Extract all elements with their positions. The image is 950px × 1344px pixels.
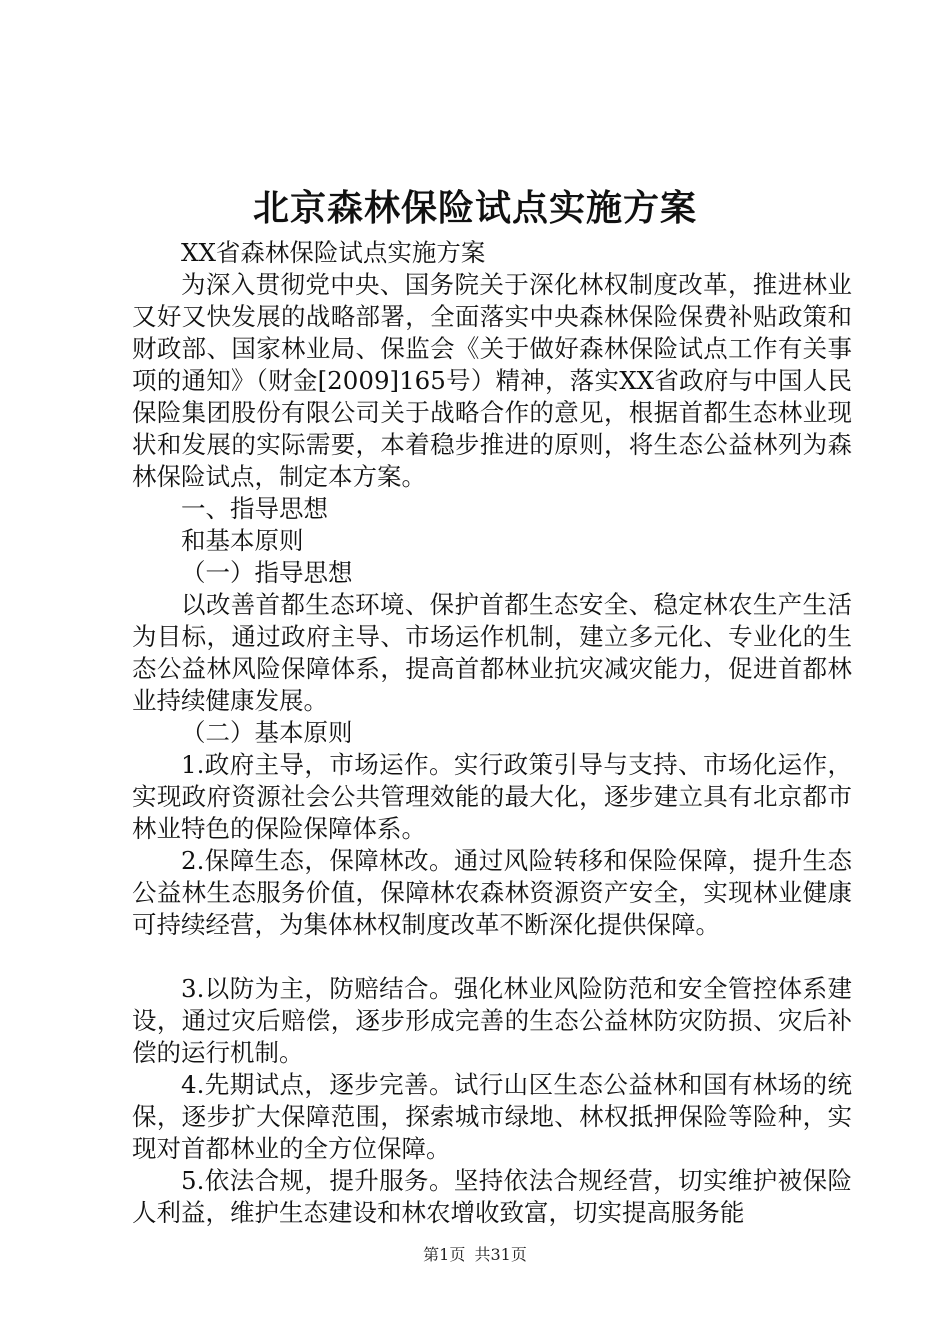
principle-item-5: 5.依法合规，提升服务。坚持依法合规经营，切实维护被保险人利益，维护生态建设和林农增收致富，切实提高服务能 xyxy=(132,1166,852,1227)
page-footer xyxy=(0,1243,950,1267)
document-body xyxy=(132,237,852,1229)
heading-section-1-cont: 和基本原则 xyxy=(181,526,304,555)
paragraph-subtitle: XX省森林保险试点实施方案 xyxy=(181,238,486,267)
paragraph-guiding-thought: 以改善首都生态环境、保护首都生态安全、稳定林农生产生活为目标，通过政府主导、市场运作机制，建立多元化、专业化的生态公益林风险保障体系，提高首都林业抗灾减灾能力，促进首都林业持续健康发展。 xyxy=(132,590,852,715)
principle-item-2: 2.保障生态，保障林改。通过风险转移和保险保障，提升生态公益林生态服务价值，保障林农森林资源资产安全，实现林业健康可持续经营，为集体林权制度改革不断深化提供保障。 xyxy=(132,846,852,939)
heading-basic-principles: （二）基本原则 xyxy=(181,718,353,747)
heading-section-1: 一、指导思想 xyxy=(181,494,328,523)
principle-item-1: 1.政府主导，市场运作。实行政策引导与支持、市场化运作，实现政府资源社会公共管理效能的最大化，逐步建立具有北京都市林业特色的保险保障体系。 xyxy=(132,750,852,843)
blank-line xyxy=(132,941,852,973)
page-total: 共31页 xyxy=(474,1245,527,1264)
principle-item-3: 3.以防为主，防赔结合。强化林业风险防范和安全管控体系建设，通过灾后赔偿，逐步形成完善的生态公益林防灾防损、灾后补偿的运行机制。 xyxy=(132,974,852,1067)
document-title: 北京森林保险试点实施方案 xyxy=(252,187,697,229)
heading-guiding-thought: （一）指导思想 xyxy=(181,558,353,587)
principle-item-4: 4.先期试点，逐步完善。试行山区生态公益林和国有林场的统保，逐步扩大保障范围，探索城市绿地、林权抵押保险等险种，实现对首都林业的全方位保障。 xyxy=(132,1070,852,1163)
paragraph-intro: 为深入贯彻党中央、国务院关于深化林权制度改革，推进林业又好又快发展的战略部署，全面落实中央森林保险保费补贴政策和财政部、国家林业局、保监会《关于做好森林保险试点工作有关事项的通知》（财金[2009]165号）精神，落实XX省政府与中国人民保险集团股份有限公司关于战略合作的意见，根据首都生态林业现状和发展的实际需要，本着稳步推进的原则，将生态公益林列为森林保险试点，制定本方案。 xyxy=(132,270,852,491)
page-number: 第1页 xyxy=(423,1245,466,1264)
